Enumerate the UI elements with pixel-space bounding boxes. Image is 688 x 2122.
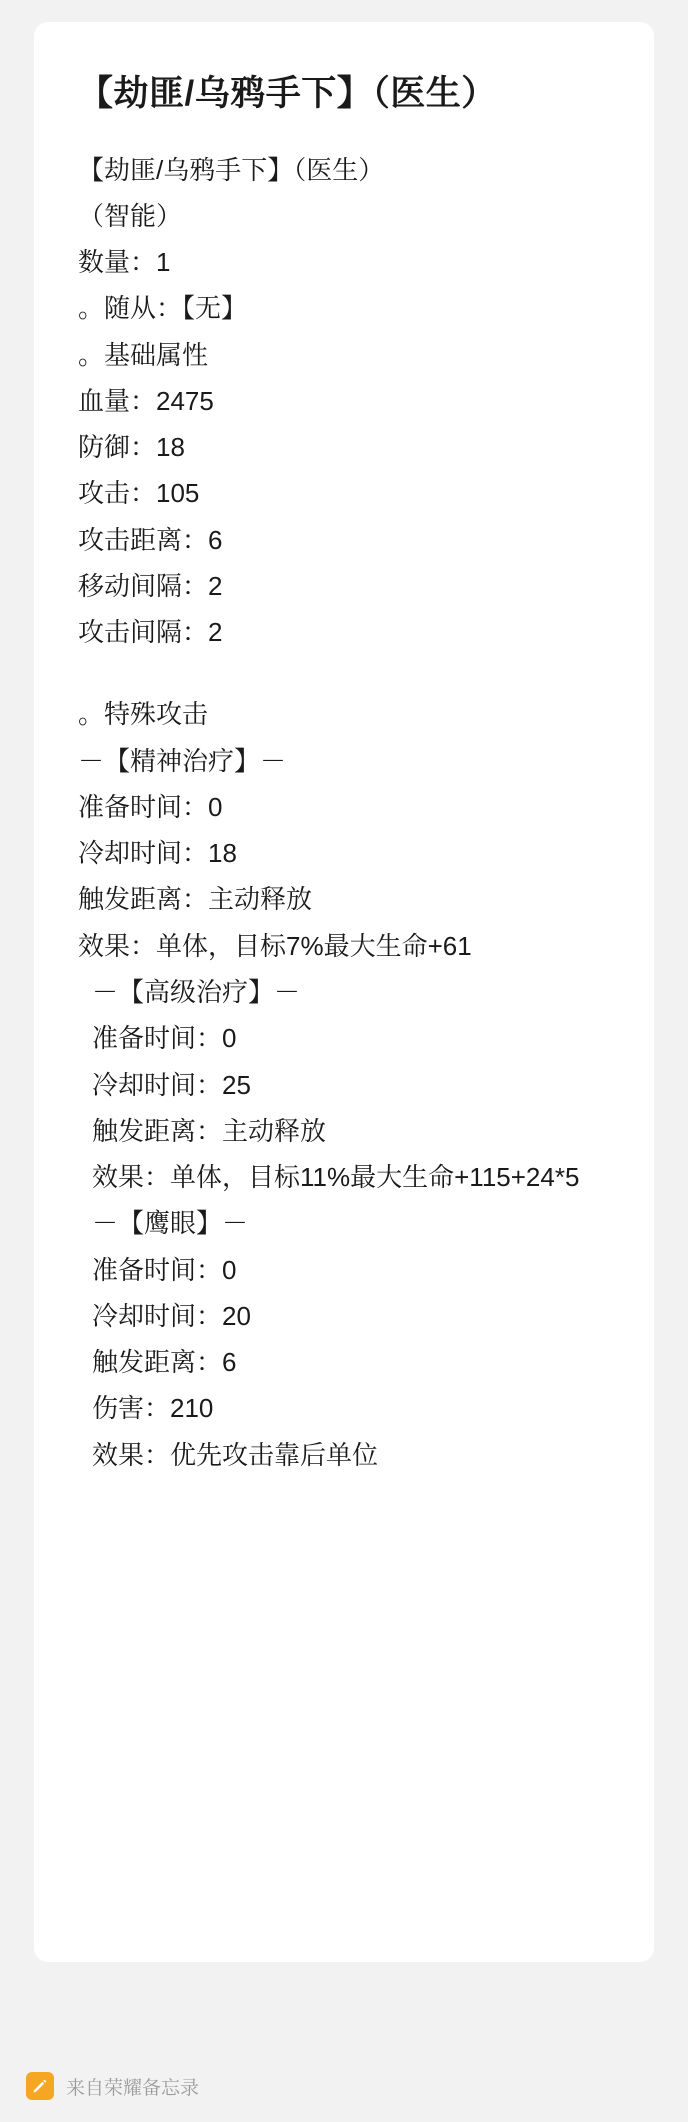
- note-line: 攻击：105: [78, 478, 200, 509]
- note-line: 触发距离：6: [92, 1347, 237, 1378]
- note-line: 准备时间：0: [92, 1254, 237, 1285]
- note-line: －【精神治疗】－: [78, 745, 287, 776]
- note-line: 【劫匪/乌鸦手下】（医生）: [78, 154, 385, 185]
- note-line: 触发距离：主动释放: [78, 884, 313, 915]
- source-label: 来自荣耀备忘录: [66, 2077, 200, 2099]
- note-line: 数量：1: [78, 247, 171, 278]
- note-line: 效果：单体，目标11%最大生命+115+24*5: [92, 1162, 580, 1193]
- note-line: 。特殊攻击: [78, 699, 209, 730]
- page-title: 【劫匪/乌鸦手下】（医生）: [78, 74, 497, 113]
- source-footer: [0, 2056, 688, 2122]
- pencil-note-icon: [26, 2072, 54, 2100]
- note-line: 血量：2475: [78, 385, 214, 416]
- note-line: 冷却时间：25: [92, 1069, 251, 1100]
- note-body: [78, 147, 610, 1478]
- note-line: 攻击间隔：2: [78, 617, 223, 648]
- note-line: －【高级治疗】－: [92, 977, 301, 1008]
- note-line: 移动间隔：2: [78, 570, 223, 601]
- note-line: 效果：优先攻击靠后单位: [92, 1439, 379, 1470]
- note-line: 伤害：210: [92, 1393, 214, 1424]
- note-line-blank: [78, 655, 610, 691]
- note-line: 准备时间：0: [92, 1023, 237, 1054]
- note-line: 。随从：【无】: [78, 293, 248, 324]
- note-line: 触发距离：主动释放: [92, 1115, 327, 1146]
- note-line: －【鹰眼】－: [92, 1208, 249, 1239]
- note-line: （智能）: [78, 200, 183, 231]
- note-line: 攻击距离：6: [78, 524, 223, 555]
- note-line: 冷却时间：18: [78, 838, 237, 869]
- note-line: 防御：18: [78, 432, 185, 463]
- note-card: [34, 22, 654, 1962]
- note-line: 。基础属性: [78, 339, 209, 370]
- note-line: 冷却时间：20: [92, 1300, 251, 1331]
- note-line: 准备时间：0: [78, 791, 223, 822]
- note-line: 效果：单体，目标7%最大生命+61: [78, 930, 472, 961]
